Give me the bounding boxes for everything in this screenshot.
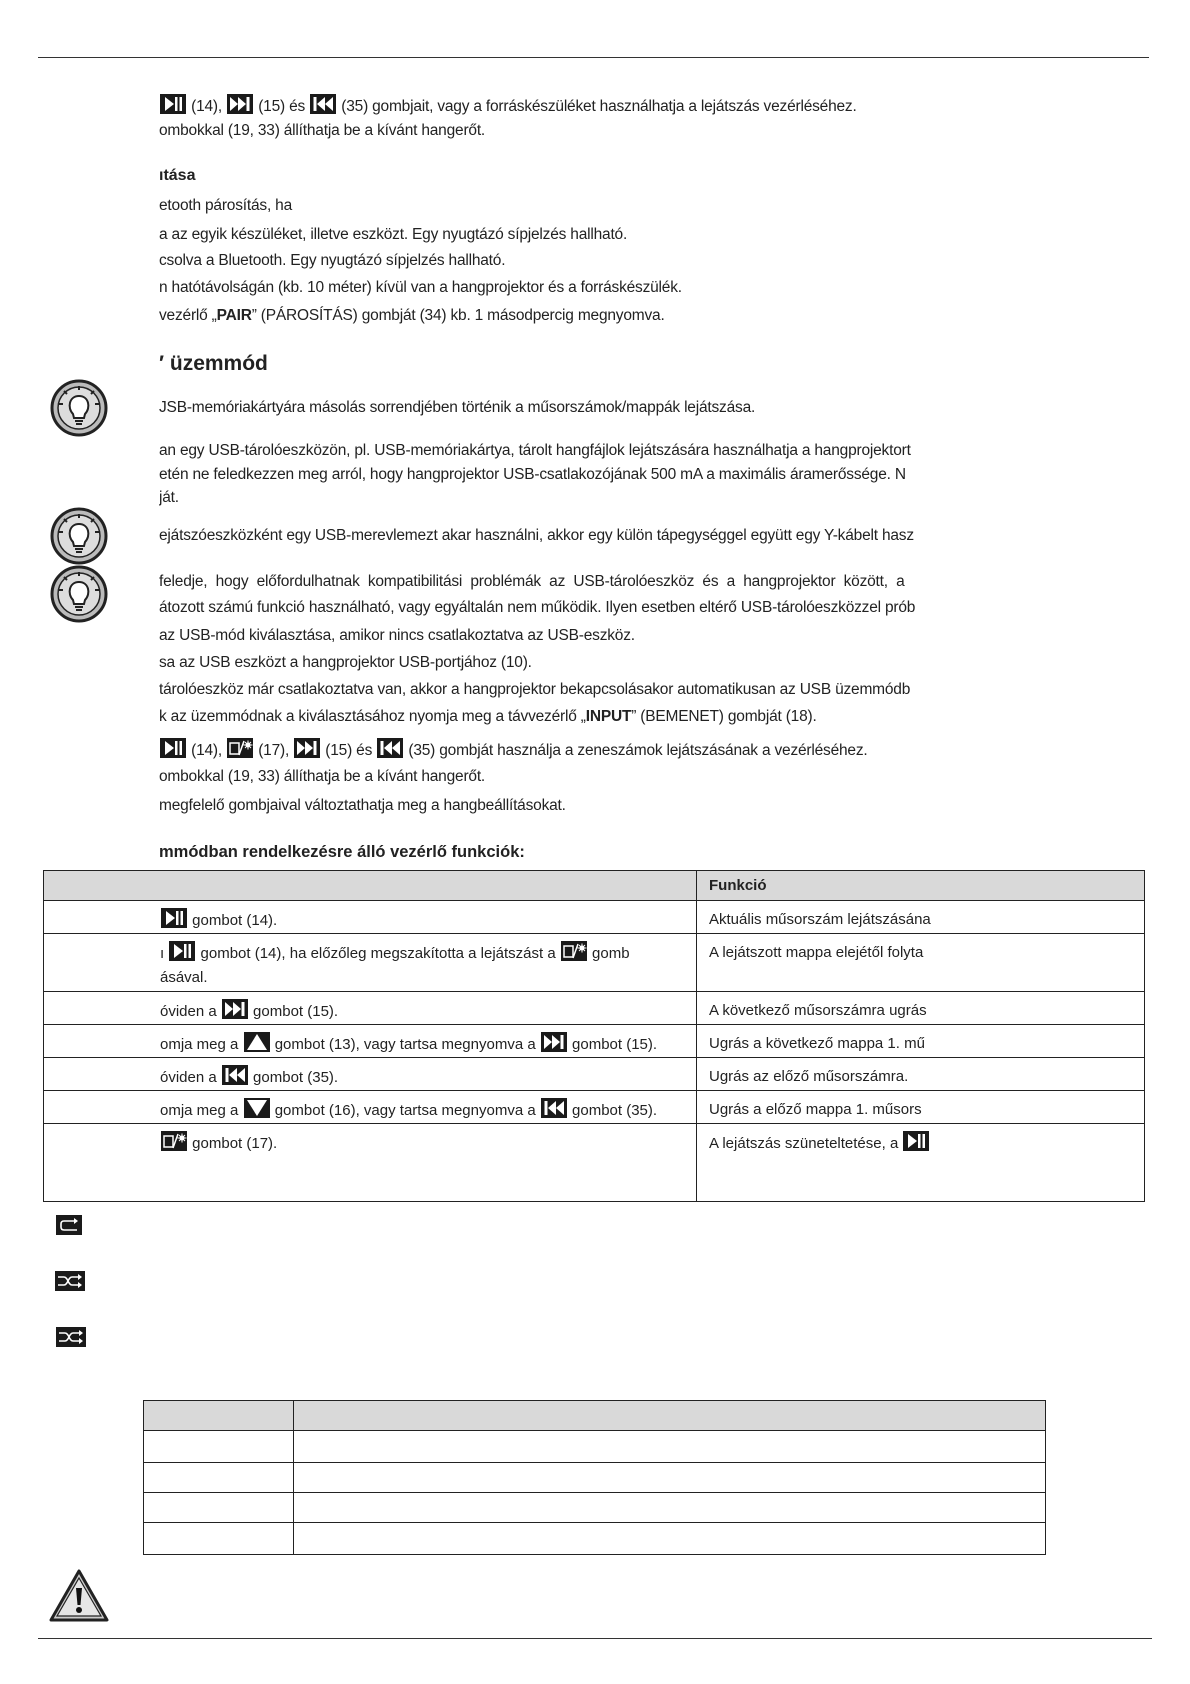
stop-setup-icon xyxy=(561,941,587,961)
text-segment: gombot (35). xyxy=(248,1069,339,1086)
text-segment: gombot (15). xyxy=(567,1036,658,1053)
text-segment: Aktuális műsorszám lejátszásána xyxy=(709,911,931,928)
paragraph-line xyxy=(159,225,627,245)
empty-table xyxy=(143,1400,1046,1555)
bold-text: PAIR xyxy=(216,307,252,324)
text-segment: omja meg a xyxy=(160,1036,243,1053)
paragraph-line xyxy=(159,767,485,787)
control-cell xyxy=(44,934,680,990)
function-cell xyxy=(697,901,935,932)
table-row xyxy=(44,901,1145,934)
table-heading: mmódban rendelkezésre álló vezérlő funkciók: xyxy=(159,843,525,861)
table-row xyxy=(144,1431,1046,1463)
table-row xyxy=(44,1025,1145,1058)
control-cell xyxy=(44,1058,680,1090)
text-segment: omja meg a xyxy=(160,1102,243,1119)
next-icon xyxy=(222,999,248,1019)
previous-icon xyxy=(310,94,336,114)
text-segment: ásával. xyxy=(160,969,208,986)
next-icon xyxy=(541,1032,567,1052)
text-segment: vezérlő „ xyxy=(159,307,217,324)
text-segment: ı xyxy=(160,945,169,962)
text-segment: az USB-mód kiválasztása, amikor nincs csatlakoztatva az USB-eszköz. xyxy=(159,627,635,644)
text-segment: gombot (15). xyxy=(248,1003,339,1020)
control-cell xyxy=(44,1124,680,1156)
play-pause-icon xyxy=(169,941,195,961)
text-segment: gombot (14), ha előzőleg megszakította a lejátszást a xyxy=(196,945,560,962)
control-cell xyxy=(44,901,680,933)
table-row xyxy=(144,1493,1046,1523)
text-segment: gombot (13), vagy tartsa megnyomva a xyxy=(270,1036,540,1053)
text-segment: k az üzemmódnak a kiválasztásához nyomja meg a távvezérlő „ xyxy=(159,708,586,725)
paragraph-line xyxy=(159,306,665,326)
controls-table xyxy=(43,870,1145,1202)
text-segment: (15) és xyxy=(254,98,310,115)
previous-icon xyxy=(222,1065,248,1085)
table-header-row xyxy=(44,871,1145,901)
text-segment: (14), xyxy=(187,742,227,759)
text-segment: etén ne feledkezzen meg arról, hogy hangprojektor USB-csatlakozójának 500 mA a maximális áramerőssége. N xyxy=(159,466,906,483)
text-segment: óviden a xyxy=(160,1003,221,1020)
paragraph-line xyxy=(159,441,935,461)
text-segment: ombokkal (19, 33) állíthatja be a kívánt hangerőt. xyxy=(159,768,486,785)
table-row xyxy=(44,992,1145,1025)
paragraph-line xyxy=(159,488,935,508)
text-segment: ” (PÁROSÍTÁS) gombját (34) kb. 1 másodpercig megnyomva. xyxy=(251,307,665,324)
paragraph-line xyxy=(159,738,868,761)
paragraph-line xyxy=(159,526,935,546)
paragraph-line xyxy=(159,626,935,646)
text-segment: (14), xyxy=(187,98,227,115)
next-icon xyxy=(227,94,253,114)
play-pause-icon xyxy=(161,908,187,928)
bottom-rule xyxy=(38,1638,1152,1639)
paragraph-line xyxy=(159,465,935,485)
text-segment: gombot (14). xyxy=(188,912,278,929)
paragraph-line xyxy=(159,796,566,816)
text-segment: csolva a Bluetooth. Egy nyugtázó sípjelzés hallható. xyxy=(159,252,506,269)
paragraph-line xyxy=(159,707,935,727)
repeat-icon xyxy=(56,1215,82,1235)
text-segment: (15) és xyxy=(321,742,377,759)
text-segment: (17), xyxy=(254,742,294,759)
text-segment: a az egyik készüléket, illetve eszközt. Egy nyugtázó sípjelzés hallható. xyxy=(159,226,628,243)
lightbulb-tip-icon xyxy=(49,564,109,624)
text-segment: óviden a xyxy=(160,1069,221,1086)
header-cell: Funkció xyxy=(697,871,1145,901)
paragraph-line xyxy=(159,251,505,271)
header-cell xyxy=(44,871,697,901)
shuffle-icon xyxy=(55,1271,85,1291)
text-segment: ját. xyxy=(159,489,179,506)
down-icon xyxy=(244,1098,270,1118)
top-rule xyxy=(38,57,1149,58)
table-row xyxy=(144,1523,1046,1555)
paragraph-line xyxy=(159,598,935,618)
warning-icon xyxy=(48,1568,110,1624)
text-segment: gomb xyxy=(587,945,630,962)
lightbulb-tip-icon xyxy=(49,378,109,438)
text-segment: ombokkal (19, 33) állíthatja be a kívánt hangerőt. xyxy=(159,122,486,139)
paragraph-line xyxy=(159,653,935,673)
control-cell xyxy=(44,1091,680,1123)
lightbulb-tip-icon xyxy=(49,506,109,566)
text-segment: átozott számú funkció használható, vagy egyáltalán nem működik. Ilyen esetben eltérő USB-tárolóeszközzel prób xyxy=(159,599,916,616)
section-heading: ıtása xyxy=(159,167,196,184)
section-heading: ′ üzemmód xyxy=(159,352,268,375)
play-pause-icon xyxy=(903,1131,929,1151)
bold-text: INPUT xyxy=(585,708,632,725)
text-segment: n hatótávolságán (kb. 10 méter) kívül van a hangprojektor és a forráskészülék. xyxy=(159,279,682,296)
text-segment: an egy USB-tárolóeszközön, pl. USB-memóriakártya, tárolt hangfájlok lejátszására használhatja a hangprojektort xyxy=(159,442,911,459)
text-segment: feledje, hogy előfordulhatnak kompatibilitási problémák az USB-tárolóeszköz és a hangprojektor között, a xyxy=(159,573,905,590)
table-row xyxy=(144,1463,1046,1493)
stop-setup-icon xyxy=(161,1131,187,1151)
text-segment: gombot (35). xyxy=(567,1102,658,1119)
previous-icon xyxy=(541,1098,567,1118)
next-icon xyxy=(294,738,320,758)
function-cell xyxy=(697,1091,935,1122)
stop-setup-icon xyxy=(227,738,253,758)
text-segment: Ugrás a előző mappa 1. műsors xyxy=(709,1101,922,1118)
table-row xyxy=(44,1058,1145,1091)
control-cell xyxy=(44,1025,680,1057)
text-segment: sa az USB eszközt a hangprojektor USB-portjához (10). xyxy=(159,654,532,671)
function-cell xyxy=(697,1025,935,1056)
text-segment: Ugrás a következő mappa 1. mű xyxy=(709,1035,925,1052)
table-row xyxy=(44,934,1145,992)
text-segment: JSB-memóriakártyára másolás sorrendjében történik a műsorszámok/mappák lejátszása. xyxy=(159,399,756,416)
text-segment: gombot (17). xyxy=(188,1135,278,1152)
control-cell xyxy=(44,992,680,1024)
paragraph-line xyxy=(159,94,857,117)
table-row xyxy=(44,1091,1145,1124)
text-segment: (35) gombját használja a zeneszámok lejátszásának a vezérléséhez. xyxy=(404,742,868,759)
paragraph-line xyxy=(159,196,292,216)
play-pause-icon xyxy=(160,94,186,114)
shuffle-icon xyxy=(56,1327,86,1347)
function-cell xyxy=(697,992,935,1023)
previous-icon xyxy=(377,738,403,758)
paragraph-line xyxy=(159,278,682,298)
table-header-row xyxy=(144,1401,1046,1431)
function-cell xyxy=(697,1124,935,1156)
text-segment: A következő műsorszámra ugrás xyxy=(709,1002,927,1019)
play-pause-icon xyxy=(160,738,186,758)
table-row xyxy=(44,1124,1145,1202)
text-segment: ” (BEMENET) gombját (18). xyxy=(631,708,817,725)
text-segment: (35) gombjait, vagy a forráskészüléket használhatja a lejátszás vezérléséhez. xyxy=(337,98,857,115)
paragraph-line xyxy=(159,680,935,700)
text-segment: ejátszóeszközként egy USB-merevlemezt akar használni, akkor egy külön tápegységgel együtt egy Y-kábelt hasz xyxy=(159,527,914,544)
paragraph-line xyxy=(159,398,935,418)
text-segment: etooth párosítás, ha xyxy=(159,197,293,214)
function-cell xyxy=(697,934,935,965)
text-segment: megfelelő gombjaival változtathatja meg a hangbeállításokat. xyxy=(159,797,566,814)
paragraph-line xyxy=(159,572,935,592)
function-cell xyxy=(697,1058,935,1089)
text-segment: gombot (16), vagy tartsa megnyomva a xyxy=(270,1102,540,1119)
text-segment: A lejátszott mappa elejétől folyta xyxy=(709,944,924,961)
text-segment: tárolóeszköz már csatlakoztatva van, akkor a hangprojektor bekapcsolásakor automatikusan az USB üzemmódb xyxy=(159,681,911,698)
text-segment: Ugrás az előző műsorszámra. xyxy=(709,1068,909,1085)
up-icon xyxy=(244,1032,270,1052)
text-segment: A lejátszás szüneteltetése, a xyxy=(709,1135,903,1152)
paragraph-line xyxy=(159,121,485,141)
